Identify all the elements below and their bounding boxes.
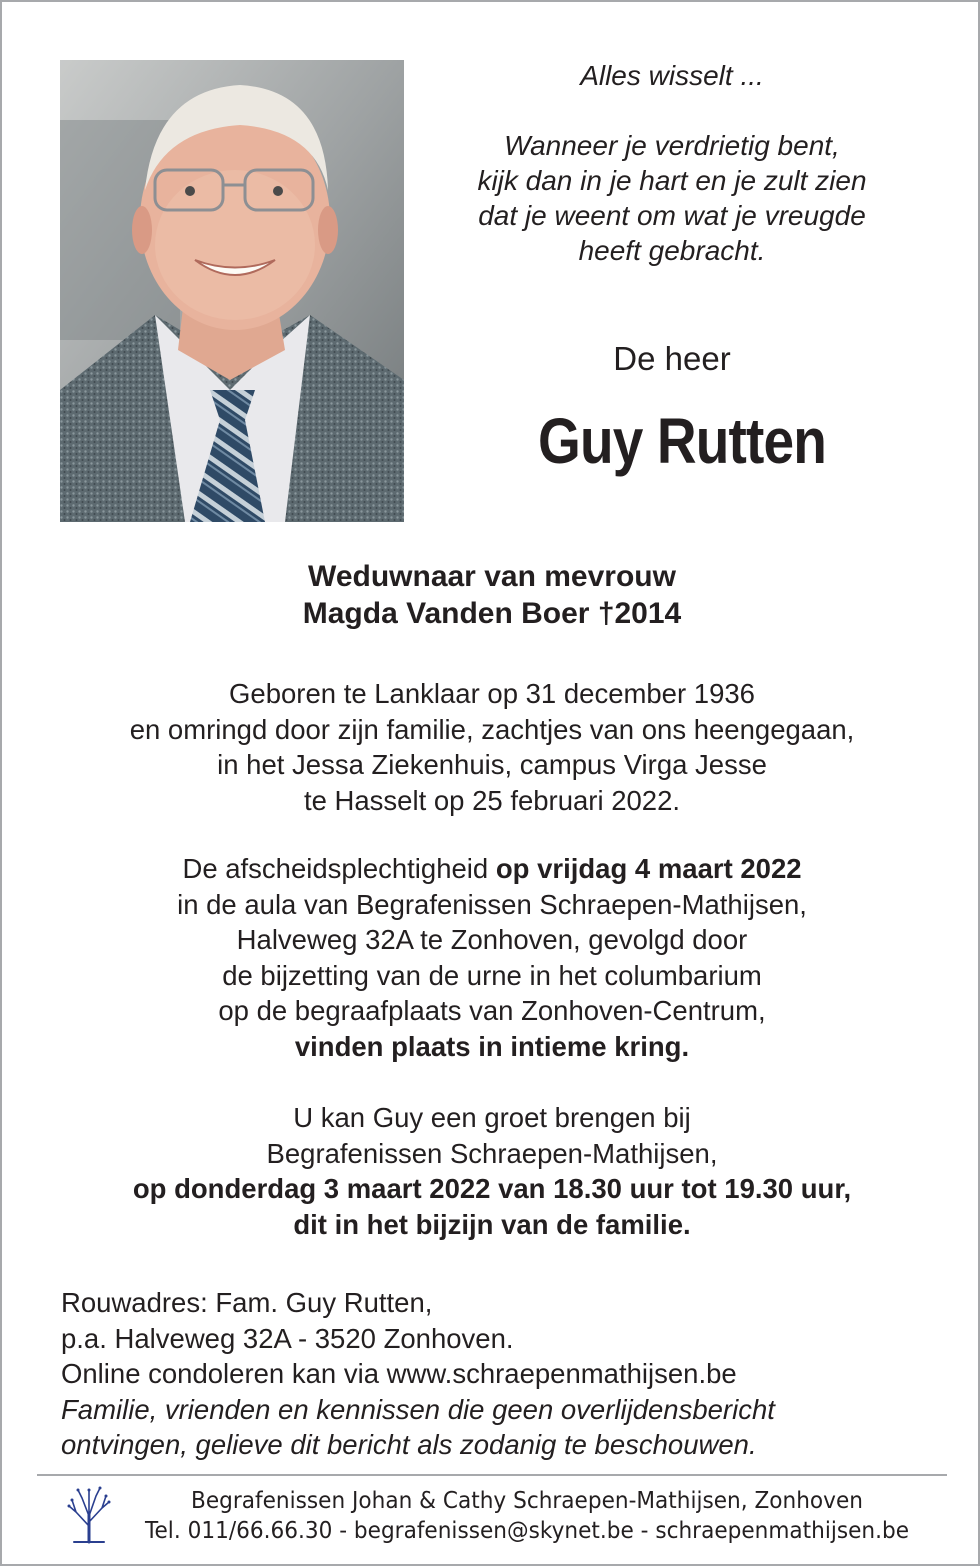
mourning-address xyxy=(61,1285,961,1463)
ceremony-intro: De afscheidsplechtigheid xyxy=(182,853,496,884)
spouse-name-line: Magda Vanden Boer †2014 xyxy=(302,597,682,630)
details-line: en omringd door zijn familie, zachtjes van ons heengegaan, xyxy=(129,713,855,745)
visit-line xyxy=(2,1171,980,1207)
notice-line xyxy=(61,1392,961,1428)
address-line: Rouwadres: Fam. Guy Rutten, xyxy=(61,1287,433,1318)
funeral-home-footer xyxy=(137,1486,917,1546)
widower-statement xyxy=(2,558,980,632)
details-line: in het Jessa Ziekenhuis, campus Virga Jesse xyxy=(217,749,767,780)
visit-line xyxy=(2,1207,980,1243)
visit-line: U kan Guy een groet brengen bij xyxy=(293,1102,691,1133)
ceremony-line: Halveweg 32A te Zonhoven, gevolgd door xyxy=(236,924,748,955)
notice-text: Familie, vrienden en kennissen die geen overlijdensbericht xyxy=(61,1393,775,1425)
widower-line: Weduwnaar van mevrouw xyxy=(308,560,676,593)
deceased-name: Guy Rutten xyxy=(538,405,826,477)
details-line: Geboren te Lanklaar op 31 december 1936 xyxy=(229,678,755,709)
portrait-illustration xyxy=(60,60,404,522)
funeral-home-contact: Tel. 011/66.66.30 - begrafenissen@skynet.be - schraepenmathijsen.be xyxy=(144,1518,910,1544)
ceremony-intimate-note: vinden plaats in intieme kring. xyxy=(294,1030,690,1062)
ceremony-details xyxy=(2,851,980,1064)
notice-line xyxy=(61,1427,961,1463)
visit-time: op donderdag 3 maart 2022 van 18.30 uur tot 19.30 uur, xyxy=(132,1173,852,1204)
funeral-home-name: Begrafenissen Johan & Cathy Schraepen-Mathijsen, Zonhoven xyxy=(191,1488,863,1514)
ceremony-line: op de begraafplaats van Zonhoven-Centrum, xyxy=(218,995,766,1026)
honorific: De heer xyxy=(613,340,731,377)
ceremony-line: in de aula van Begrafenissen Schraepen-Mathijsen, xyxy=(177,888,807,920)
ceremony-line xyxy=(2,851,980,887)
portrait-photo xyxy=(60,60,404,522)
tree-logo-icon xyxy=(64,1484,114,1544)
birth-death-details xyxy=(2,676,980,818)
poem-line: heeft gebracht. xyxy=(578,235,766,266)
poem-line: dat je weent om wat je vreugde xyxy=(478,200,866,231)
ceremony-line xyxy=(2,1029,980,1065)
ceremony-date: op vrijdag 4 maart 2022 xyxy=(495,853,802,884)
divider xyxy=(37,1474,947,1476)
poem-line: Wanneer je verdrietig bent, xyxy=(504,130,840,161)
details-line: te Hasselt op 25 februari 2022. xyxy=(303,784,681,816)
ceremony-line: de bijzetting van de urne in het columbarium xyxy=(222,959,762,991)
visit-family-note: dit in het bijzijn van de familie. xyxy=(293,1208,691,1240)
address-line: p.a. Halveweg 32A - 3520 Zonhoven. xyxy=(61,1322,514,1354)
notice-text: ontvingen, gelieve dit bericht als zodanig te beschouwen. xyxy=(61,1429,757,1460)
poem xyxy=(422,58,922,268)
poem-line: kijk dan in je hart en je zult zien xyxy=(477,165,867,196)
poem-line: Alles wisselt ... xyxy=(580,60,764,91)
visit-line: Begrafenissen Schraepen-Mathijsen, xyxy=(266,1137,718,1169)
visitation-details xyxy=(2,1100,980,1242)
condolence-line: Online condoleren kan via www.schraepenmathijsen.be xyxy=(61,1358,737,1389)
